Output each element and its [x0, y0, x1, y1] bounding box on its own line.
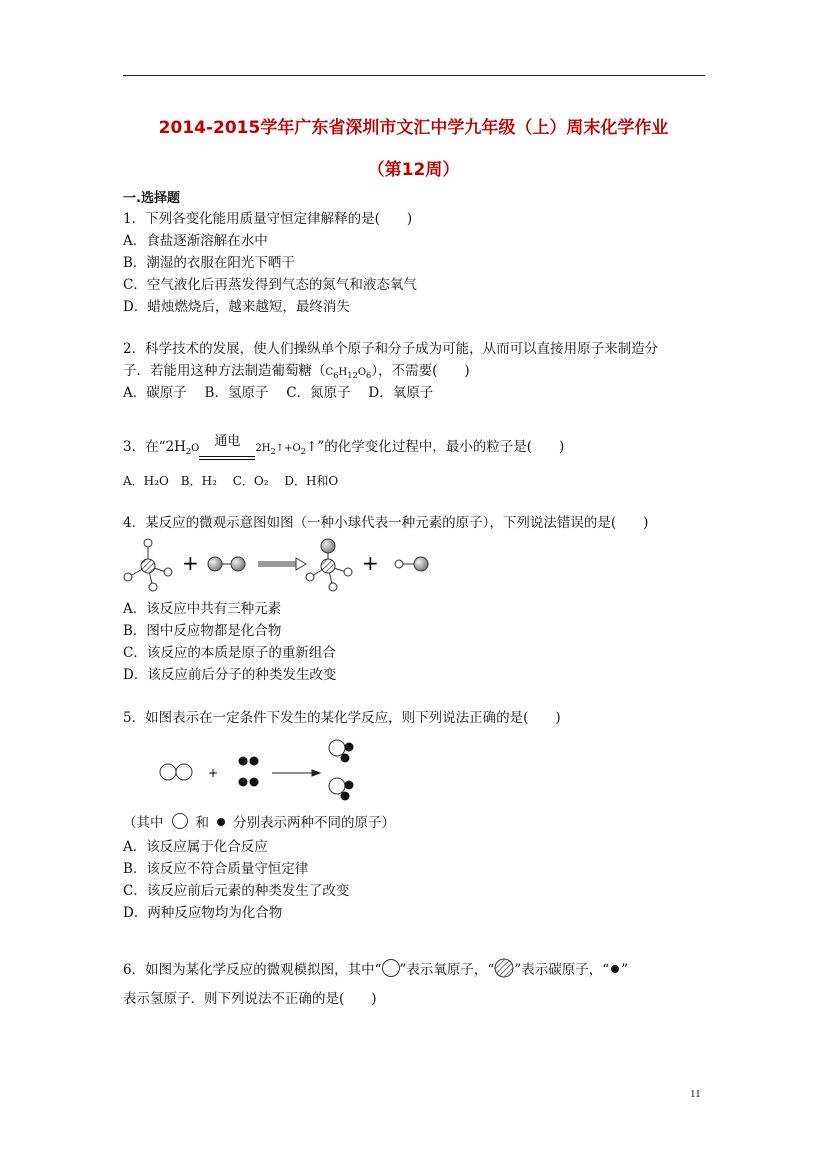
q4-option-c: C．该反应的本质是原子的重新组合	[123, 645, 336, 661]
section-heading: 一.选择题	[123, 191, 180, 206]
q4-option-d: D．该反应前后分子的种类发生改变	[123, 667, 337, 683]
q4-option-a: A．该反应中共有三种元素	[123, 601, 282, 617]
header-rule	[123, 75, 705, 76]
q5-option-c: C．该反应前后元素的种类发生了改变	[123, 883, 350, 899]
doc-title: 2014-2015学年广东省深圳市文汇中学九年级（上）周末化学作业	[158, 118, 669, 138]
q5-stem: 5．如图表示在一定条件下发生的某化学反应，则下列说法正确的是( )	[123, 710, 561, 726]
black-atom-icon	[217, 818, 225, 826]
q4-option-b: B．图中反应物都是化合物	[123, 623, 282, 639]
page-number: 11	[690, 1088, 701, 1100]
product-molecule-1	[306, 539, 352, 591]
q5-option-b: B．该反应不符合质量守恒定律	[123, 861, 309, 877]
q3-options: A．H₂O B．H₂ C．O₂ D．H和O	[123, 474, 339, 488]
carbon-atom-icon	[494, 958, 514, 978]
q5-option-d: D．两种反应物均为化合物	[123, 905, 283, 921]
product-molecule-lower	[329, 778, 354, 801]
q6-stem-line1: 6．如图为某化学反应的微观模拟图，其中“ ”表示氧原子，“ ”表示碳原子，“ ”	[123, 958, 628, 979]
q2-stem-line2: 子．若能用这种方法制造葡萄糖$(C_6H_{12}O_6)$，不需要( )	[123, 363, 470, 380]
q1-option-a: A．食盐逐渐溶解在水中	[123, 233, 268, 249]
q4-stem: 4．某反应的微观示意图如图（一种小球代表一种元素的原子），下列说法错误的是( )	[123, 515, 649, 531]
q1-option-c: C．空气液化后再蒸发得到气态的氮气和液态氧气	[123, 277, 417, 293]
reaction-arrow	[258, 558, 306, 570]
hydrogen-atom-icon	[611, 965, 619, 973]
product-molecule-upper	[329, 740, 354, 763]
reaction-condition: 通电	[199, 447, 255, 460]
diatomic-gray-molecule	[208, 557, 245, 571]
q1-option-b: B．潮湿的衣服在阳光下晒干	[123, 255, 295, 271]
glucose-formula: $C_6H_{12}O_6$	[325, 367, 372, 380]
methane-like-molecule	[124, 539, 172, 591]
q5-reaction-diagram	[150, 734, 370, 808]
plus-sign: +	[362, 551, 379, 575]
q1-option-d: D．蜡烛燃烧后，越来越短，最终消失	[123, 299, 350, 315]
black-molecules	[239, 757, 259, 787]
q4-reaction-diagram	[120, 534, 440, 594]
plus-sign: +	[182, 551, 199, 575]
q2-stem-line1: 2．科学技术的发展，使人们操纵单个原子和分子成为可能，从而可以直接用原子来制造分	[123, 341, 659, 357]
q5-option-a: A．该反应属于化合反应	[123, 839, 268, 855]
q3-stem: 3．在“$2H_2O$ 通电 $2H_2↑+O_2↑$”的化学变化过程中，最小的粒子是( )	[123, 438, 564, 460]
q6-stem-line2: 表示氢原子．则下列说法不正确的是( )	[123, 991, 377, 1007]
q5-legend: （其中 和 分别表示两种不同的原子）	[123, 815, 395, 831]
product-molecule-2	[395, 557, 428, 571]
doc-subtitle: （第12周）	[367, 160, 460, 180]
white-atom-icon	[172, 813, 188, 829]
q2-options: A．碳原子 B．氢原子 C．氮原子 D．氧原子	[123, 385, 434, 401]
white-diatomic-molecule	[160, 764, 192, 780]
oxygen-atom-icon	[382, 959, 400, 977]
plus-sign: +	[208, 766, 219, 780]
q1-stem: 1．下列各变化能用质量守恒定律解释的是( )	[123, 211, 413, 227]
reaction-arrow	[272, 770, 320, 776]
